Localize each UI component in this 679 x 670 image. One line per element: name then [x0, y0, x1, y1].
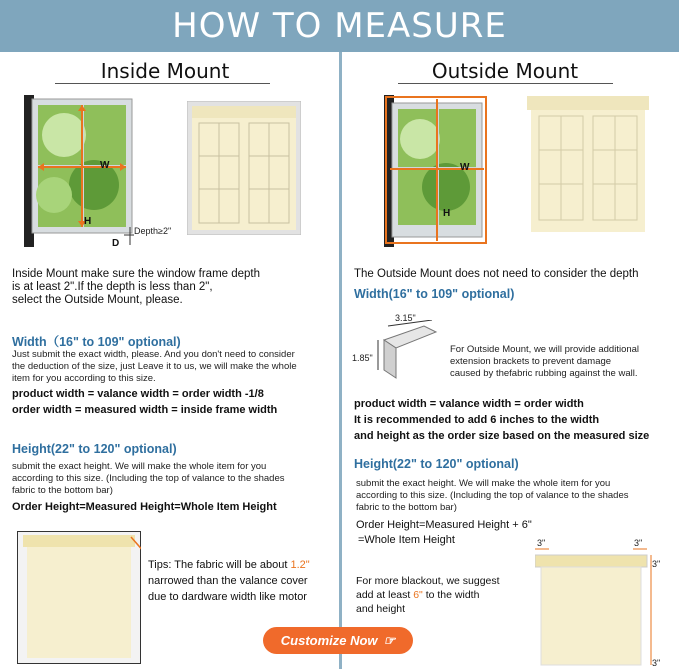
outside-height-formula-2: =Whole Item Height	[358, 534, 455, 546]
outside-h-label: H	[443, 208, 451, 219]
inside-intro-3: select the Outside Mount, please.	[12, 294, 183, 306]
outside-width-heading: Width(16" to 109" optional)	[354, 287, 515, 301]
customize-now-button[interactable]	[263, 627, 413, 654]
column-divider	[339, 52, 342, 669]
outside-height-desc-2: according to this size. (Including the top of valance to the shades	[356, 490, 629, 501]
tip-shade-illustration	[17, 531, 141, 664]
dim-3-a: 3"	[537, 538, 546, 548]
tip-line-1: Tips: The fabric will be about 1.2"	[148, 559, 310, 571]
blackout-line-1: For more blackout, we suggest	[356, 575, 500, 587]
inside-shade-illustration	[187, 101, 301, 235]
inside-width-heading: Width（16" to 109" optional)	[12, 335, 181, 349]
inside-formula-1: product width = valance width = order width -1/8	[12, 388, 264, 400]
dim-3-c: 3"	[652, 559, 661, 569]
inside-mount-title: Inside Mount	[100, 59, 230, 83]
blackout-line-3: and height	[356, 603, 406, 615]
pointer-hand-icon: ☞	[383, 632, 396, 648]
bracket-desc-2: extension brackets to prevent damage	[450, 356, 612, 367]
outside-formula-3: and height as the order size based on the measured size	[354, 430, 650, 442]
outside-window-illustration	[384, 95, 494, 250]
tip-line-2: narrowed than the valance cover	[148, 575, 308, 587]
tip-line-3: due to dardware width like motor	[148, 591, 307, 603]
blackout-line-2: add at least 6" to the width	[356, 589, 480, 601]
outside-shade-illustration	[527, 96, 649, 232]
outside-formula-1: product width = valance width = order width	[354, 398, 584, 410]
inside-title-underline	[55, 83, 270, 84]
customize-now-label: Customize Now	[280, 633, 378, 648]
outside-height-desc-1: submit the exact height. We will make the whole item for you	[356, 478, 611, 489]
outside-height-desc-3: fabric to the bottom bar)	[356, 502, 457, 513]
bracket-height: 1.85"	[352, 353, 373, 363]
outside-title-underline	[398, 83, 613, 84]
inside-intro-2: is at least 2".If the depth is less than 2",	[12, 281, 213, 293]
bracket-illustration	[374, 320, 444, 382]
inside-width-desc-1: Just submit the exact width, please. And you don't need to consider	[12, 349, 295, 360]
page-title: HOW TO MEASURE	[172, 6, 507, 46]
inside-w-label: W	[100, 160, 110, 171]
header-banner	[0, 0, 679, 52]
bracket-width: 3.15"	[395, 313, 416, 323]
inside-height-desc-3: fabric to the bottom bar)	[12, 485, 113, 496]
inside-formula-2: order width = measured width = inside frame width	[12, 404, 278, 416]
inside-width-desc-2: the deduction of the size, just Leave it to us, we will make the whole	[12, 361, 297, 372]
inside-intro-1: Inside Mount make sure the window frame depth	[12, 268, 261, 280]
outside-height-heading: Height(22" to 120" optional)	[354, 457, 519, 471]
blackout-shade-illustration	[535, 545, 655, 667]
inside-height-heading: Height(22" to 120" optional)	[12, 442, 177, 456]
outside-mount-title: Outside Mount	[431, 59, 579, 83]
depth-label: Depth≥2"	[134, 226, 172, 236]
dim-3-b: 3"	[634, 538, 643, 548]
inside-width-desc-3: item for you according to this size.	[12, 373, 156, 384]
outside-intro: The Outside Mount does not need to consider the depth	[354, 268, 639, 280]
inside-height-desc-1: submit the exact height. We will make the whole item for you	[12, 461, 267, 472]
inside-height-formula: Order Height=Measured Height=Whole Item Height	[12, 501, 277, 513]
outside-formula-2: It is recommended to add 6 inches to the width	[354, 414, 600, 426]
dim-3-d: 3"	[652, 658, 661, 668]
inside-h-label: H	[84, 216, 92, 227]
bracket-desc-3: caused by thefabric rubbing against the wall.	[450, 368, 638, 379]
outside-w-label: W	[460, 162, 470, 173]
inside-d-label: D	[112, 238, 120, 249]
inside-height-desc-2: according to this size. (Including the top of valance to the shades	[12, 473, 285, 484]
bracket-desc-1: For Outside Mount, we will provide additional	[450, 344, 640, 355]
outside-height-formula-1: Order Height=Measured Height + 6"	[356, 519, 532, 531]
